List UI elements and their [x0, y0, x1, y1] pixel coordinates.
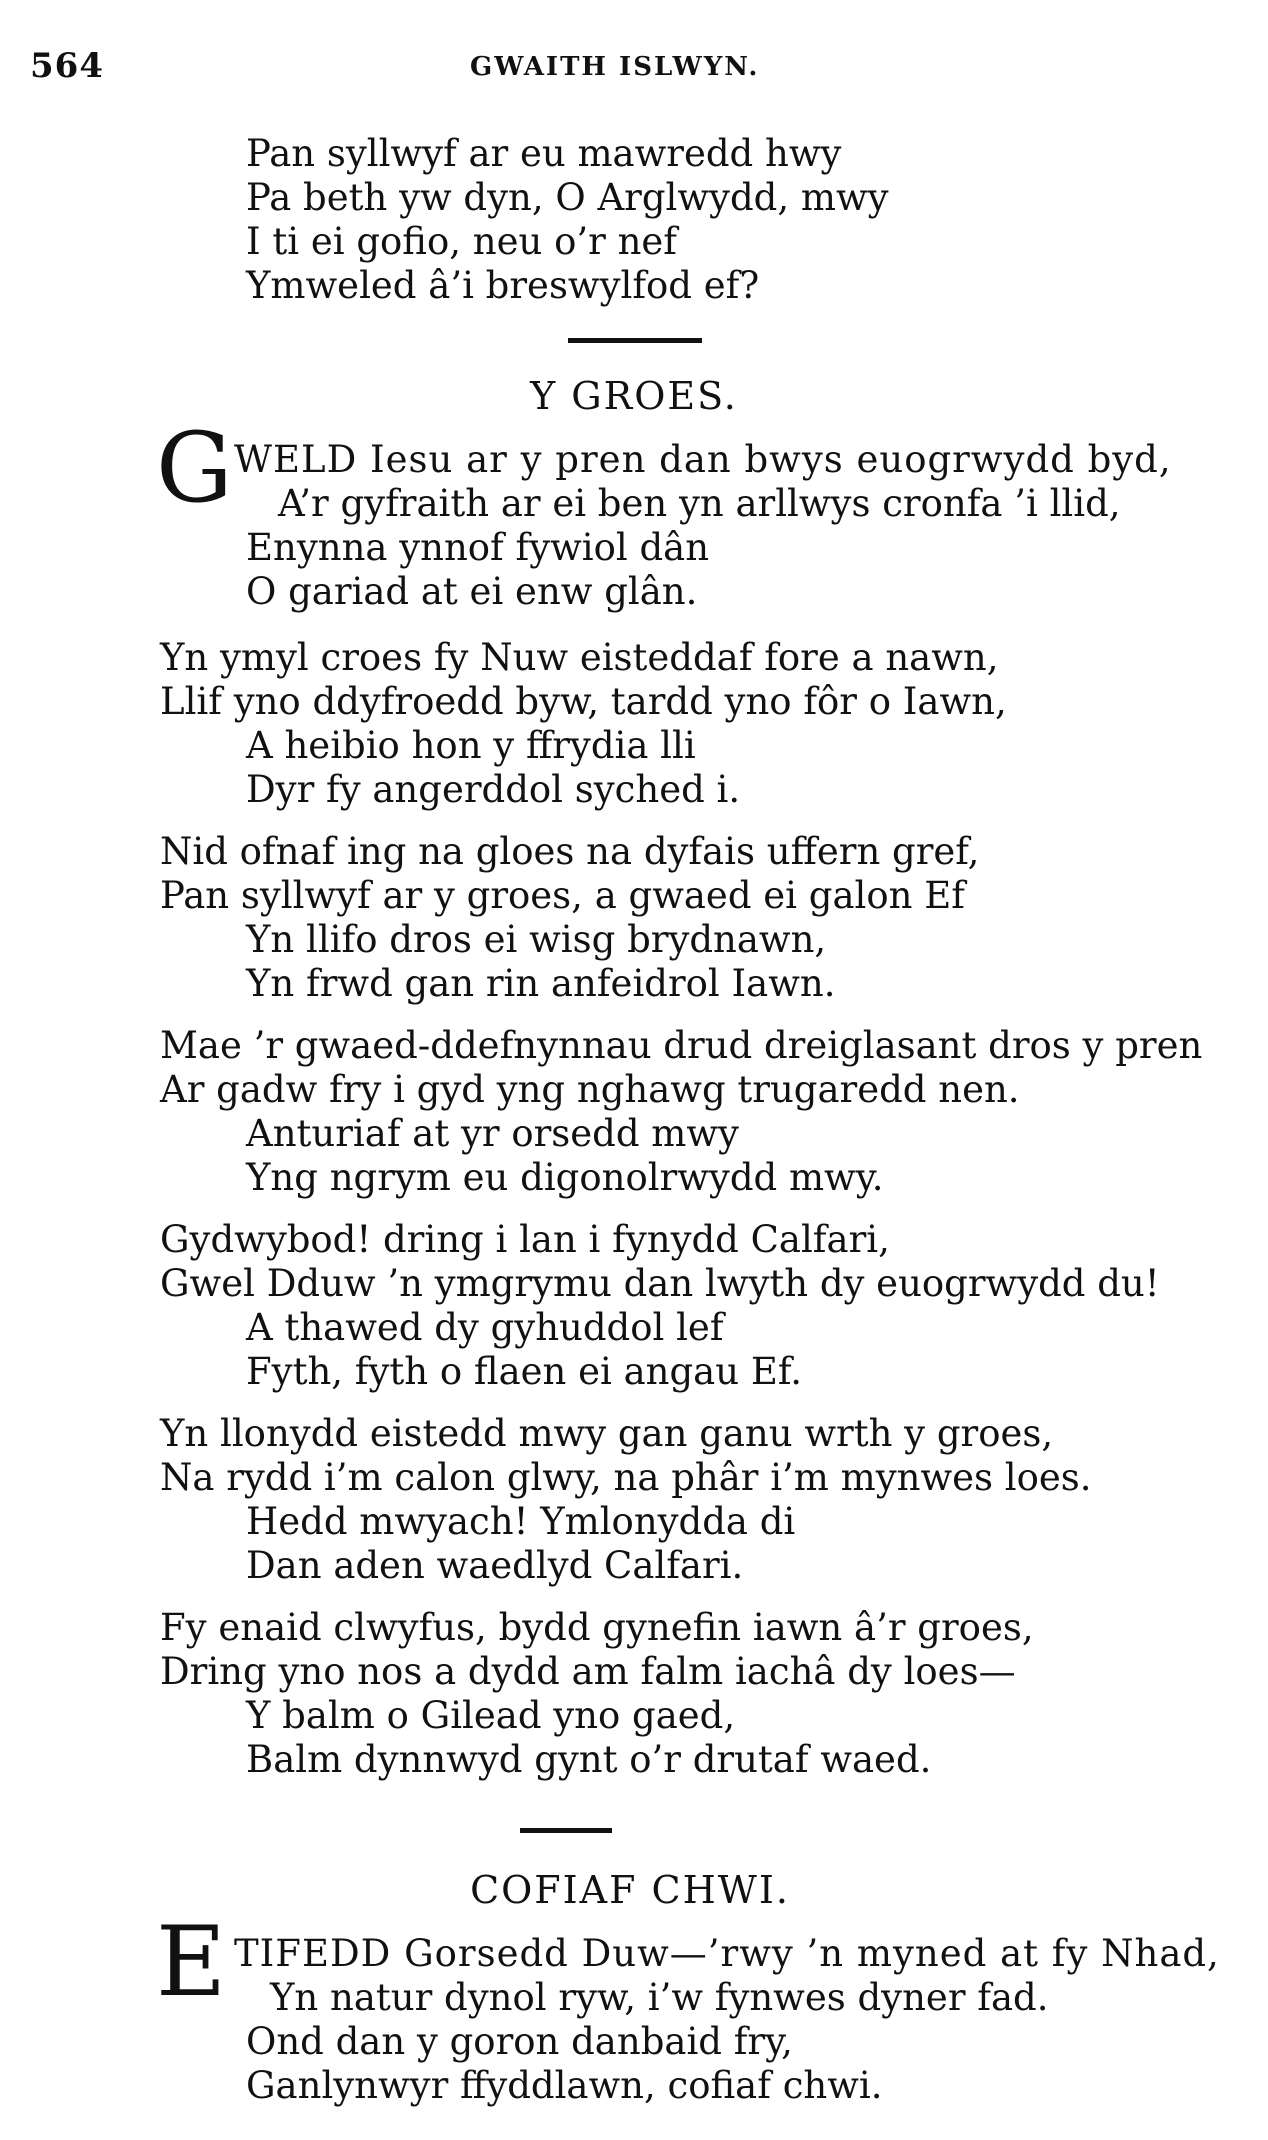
verse-line: Gydwybod! dring i lan i fynydd Calfari,	[160, 1218, 890, 1261]
verse-line: A thawed dy gyhuddol lef	[246, 1306, 724, 1349]
running-title: GWAITH ISLWYN.	[470, 52, 760, 82]
verse-line: Na rydd i’m calon glwy, na phâr i’m mynwes loes.	[160, 1456, 1092, 1499]
verse-line: Gwel Dduw ’n ymgrymu dan lwyth dy euogrwydd du!	[160, 1262, 1160, 1305]
verse-line: Fy enaid clwyfus, bydd gynefin iawn â’r groes,	[160, 1606, 1034, 1649]
verse-line-first: WELD Iesu ar y pren dan bwys euogrwydd byd,	[234, 438, 1172, 481]
section-divider	[568, 338, 702, 343]
verse-line: Fyth, fyth o flaen ei angau Ef.	[246, 1350, 802, 1393]
verse-line: Y balm o Gilead yno gaed,	[246, 1694, 736, 1737]
verse-line: Balm dynnwyd gynt o’r drutaf waed.	[246, 1738, 932, 1781]
verse-line: Yn natur dynol ryw, i’w fynwes dyner fad.	[270, 1976, 1049, 2019]
drop-cap-letter: G	[156, 412, 233, 524]
verse-line: Ond dan y goron danbaid fry,	[246, 2020, 793, 2063]
verse-line: Pa beth yw dyn, O Arglwydd, mwy	[246, 176, 889, 219]
verse-line: I ti ei gofio, neu o’r nef	[246, 220, 677, 263]
verse-line: Mae ’r gwaed-ddefnynnau drud dreiglasant dros y pren	[160, 1024, 1203, 1067]
verse-line: Ar gadw fry i gyd yng nghawg trugaredd nen.	[160, 1068, 1020, 1111]
verse-line: Yn ymyl croes fy Nuw eisteddaf fore a nawn,	[160, 636, 999, 679]
verse-line: A’r gyfraith ar ei ben yn arllwys cronfa ’i llid,	[278, 482, 1121, 525]
verse-line: Enynna ynnof fywiol dân	[246, 526, 710, 569]
verse-line: O gariad at ei enw glân.	[246, 570, 698, 613]
verse-line: A heibio hon y ffrydia lli	[246, 724, 696, 767]
verse-line: Anturiaf at yr orsedd mwy	[246, 1112, 739, 1155]
verse-line: Pan syllwyf ar eu mawredd hwy	[246, 132, 842, 175]
verse-line: Yn llonydd eistedd mwy gan ganu wrth y groes,	[160, 1412, 1054, 1455]
verse-line: Dyr fy angerddol syched i.	[246, 768, 741, 811]
verse-line: Pan syllwyf ar y groes, a gwaed ei galon Ef	[160, 874, 965, 917]
verse-line: Dan aden waedlyd Calfari.	[246, 1544, 744, 1587]
verse-line: Yng ngrym eu digonolrwydd mwy.	[246, 1156, 884, 1199]
section-divider	[520, 1828, 612, 1833]
verse-line: Ganlynwyr ffyddlawn, cofiaf chwi.	[246, 2064, 883, 2107]
verse-line: Yn frwd gan rin anfeidrol Iawn.	[246, 962, 836, 1005]
verse-line: Yn llifo dros ei wisg brydnawn,	[246, 918, 827, 961]
verse-line: Dring yno nos a dydd am falm iachâ dy loes—	[160, 1650, 1016, 1693]
verse-line: Llif yno ddyfroedd byw, tardd yno fôr o Iawn,	[160, 680, 1007, 723]
poem-title: COFIAF CHWI.	[470, 1868, 790, 1912]
drop-cap-letter: E	[156, 1906, 227, 2018]
verse-line: Nid ofnaf ing na gloes na dyfais uffern gref,	[160, 830, 980, 873]
poem-title: Y GROES.	[530, 374, 738, 418]
verse-line: Ymweled â’i breswylfod ef?	[246, 264, 760, 307]
page-header	[0, 46, 1268, 86]
page-number: 564	[30, 46, 104, 86]
verse-line: Hedd mwyach! Ymlonydda di	[246, 1500, 796, 1543]
verse-line-first: TIFEDD Gorsedd Duw—’rwy ’n myned at fy Nhad,	[234, 1932, 1220, 1975]
